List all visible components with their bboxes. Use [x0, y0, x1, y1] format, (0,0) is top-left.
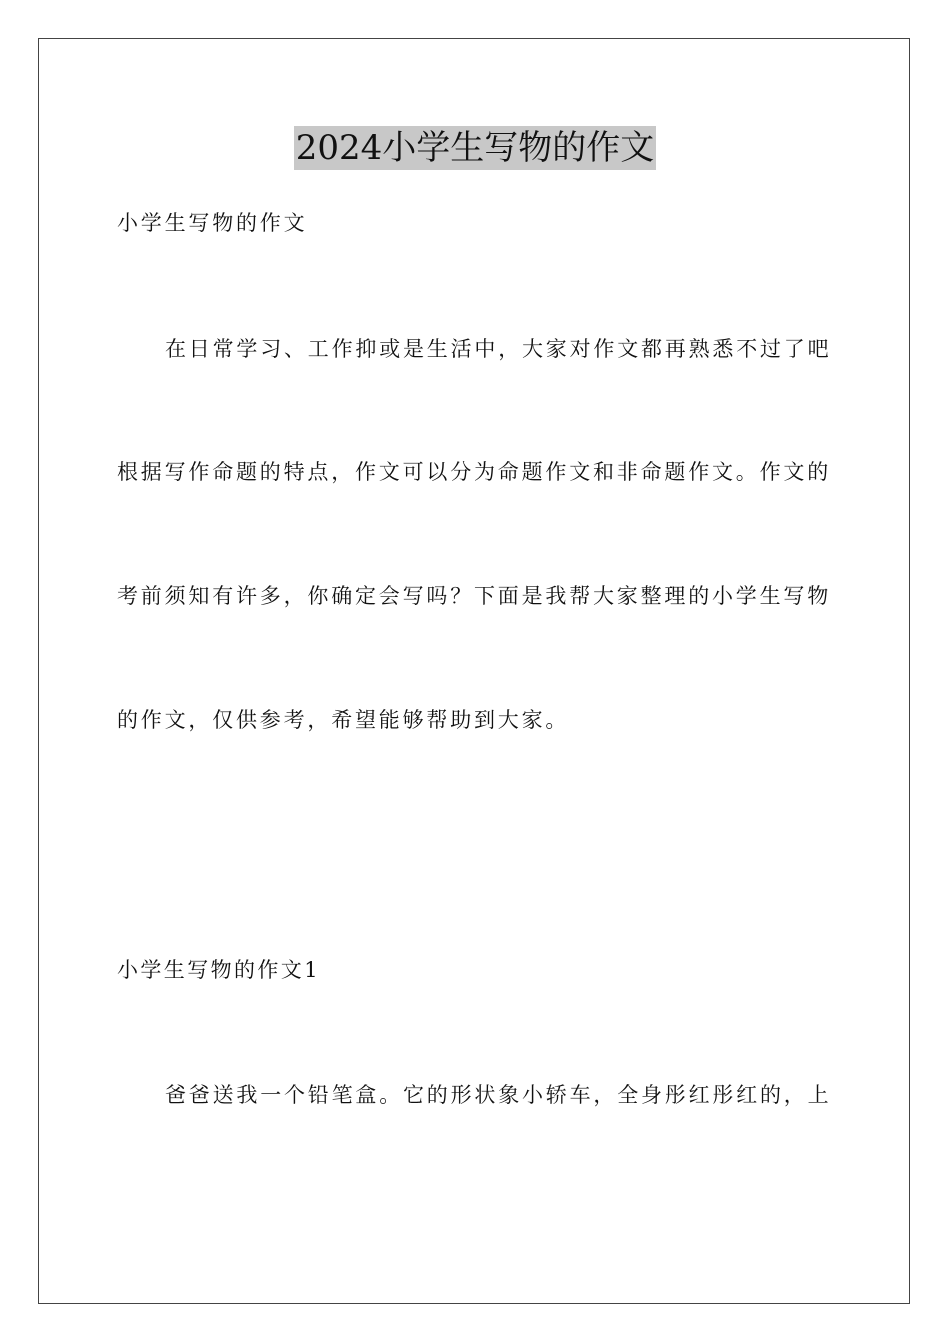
- intro-line-4: 的作文，仅供参考，希望能够帮助到大家。: [117, 708, 570, 732]
- intro-line-1: 在日常学习、工作抑或是生活中，大家对作文都再熟悉不过了吧: [165, 337, 832, 361]
- document-subtitle: 小学生写物的作文: [117, 211, 308, 235]
- intro-line-2: 根据写作命题的特点，作文可以分为命题作文和非命题作文。作文的: [117, 460, 831, 484]
- title-container: [0, 126, 950, 170]
- section-line-1: 爸爸送我一个铅笔盒。它的形状象小轿车，全身彤红彤红的，上: [165, 1083, 832, 1107]
- document-title: 2024小学生写物的作文: [295, 128, 655, 168]
- section-heading: 小学生写物的作文1: [117, 958, 320, 982]
- intro-line-3: 考前须知有许多，你确定会写吗？下面是我帮大家整理的小学生写物: [117, 584, 831, 608]
